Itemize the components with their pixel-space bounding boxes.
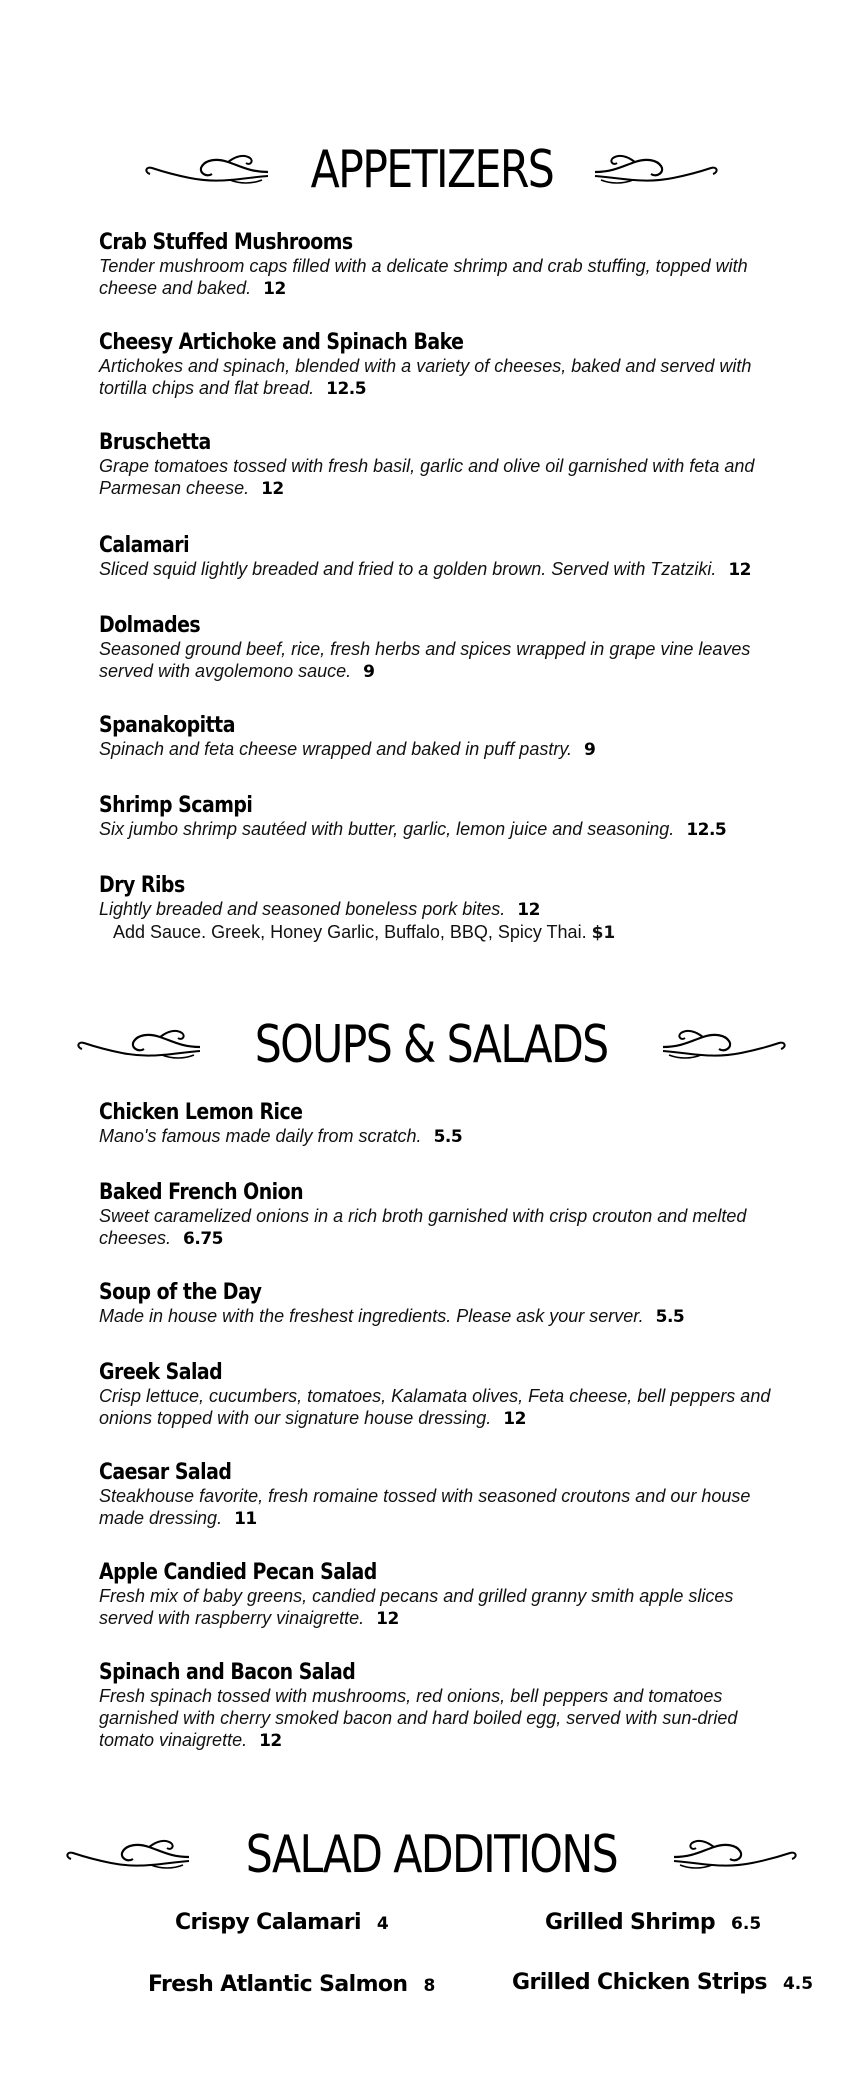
item-price: 6.75	[183, 1229, 223, 1249]
item-description: Fresh mix of baby greens, candied pecans and grilled granny smith apple slices served with raspberry vinaigrette. 12	[99, 1586, 734, 1629]
item-description: Steakhouse favorite, fresh romaine tossed with seasoned croutons and our house made dressing. 11	[99, 1486, 751, 1529]
addition-name: Grilled Chicken Strips	[512, 1970, 767, 1995]
item-price: 12	[261, 479, 284, 499]
item-description: Artichokes and spinach, blended with a variety of cheeses, baked and served with tortilla chips and flat bread. 12.5	[99, 356, 752, 399]
left-flourish-icon	[140, 148, 270, 192]
item-name: Spanakopitta	[99, 713, 235, 738]
addition-name: Fresh Atlantic Salmon	[148, 1972, 408, 1997]
item-name: Crab Stuffed Mushrooms	[99, 230, 353, 255]
menu-item	[99, 793, 779, 841]
left-flourish-icon	[61, 1833, 191, 1877]
item-description: Fresh spinach tossed with mushrooms, red onions, bell peppers and tomatoes garnished with cherry smoked bacon and hard boiled egg, served with sun-dried tomato vinaigrette. 12	[99, 1686, 738, 1751]
menu-item	[99, 1180, 779, 1250]
item-description: Grape tomatoes tossed with fresh basil, garlic and olive oil garnished with feta and Parmesan cheese. 12	[99, 456, 755, 499]
addition-price: 4	[376, 1914, 389, 1934]
section-title: SALAD ADDITIONS	[245, 1825, 618, 1885]
item-price: 5.5	[433, 1127, 463, 1147]
left-flourish-icon	[72, 1023, 202, 1067]
item-description: Tender mushroom caps filled with a delicate shrimp and crab stuffing, topped with cheese and baked. 12	[99, 256, 748, 299]
addition-name: Grilled Shrimp	[545, 1910, 716, 1935]
item-price: 5.5	[655, 1307, 685, 1327]
menu-item	[99, 230, 779, 300]
item-name: Soup of the Day	[99, 1280, 262, 1305]
soups-salads-header	[0, 1015, 863, 1075]
item-price: 12	[376, 1609, 399, 1629]
menu-item	[99, 1460, 779, 1530]
menu-item	[99, 873, 779, 944]
menu-item	[99, 613, 779, 683]
appetizers-header	[0, 140, 863, 200]
item-description: Lightly breaded and seasoned boneless pork bites. 12	[99, 899, 540, 920]
item-price: 12	[728, 560, 752, 580]
addition-price: 8	[423, 1976, 436, 1996]
item-price: 12.5	[686, 820, 727, 840]
menu-item	[99, 1560, 779, 1630]
item-price: 11	[234, 1509, 257, 1529]
right-flourish-icon	[593, 148, 723, 192]
item-name: Shrimp Scampi	[99, 793, 253, 818]
menu-item	[99, 713, 779, 761]
item-name: Dry Ribs	[99, 873, 185, 898]
item-price: 9	[363, 662, 375, 682]
item-description: Crisp lettuce, cucumbers, tomatoes, Kalamata olives, Feta cheese, bell peppers and onions topped with our signature house dressing. 12	[99, 1386, 771, 1429]
menu-item	[99, 1360, 779, 1430]
menu-item	[99, 430, 779, 500]
menu-item	[99, 1280, 779, 1328]
addition-price: 4.5	[782, 1974, 814, 1994]
extra-price: $1	[591, 923, 616, 943]
item-description: Mano's famous made daily from scratch. 5.5	[99, 1126, 463, 1147]
item-name: Baked French Onion	[99, 1180, 304, 1205]
item-description: Seasoned ground beef, rice, fresh herbs and spices wrapped in grape vine leaves served with avgolemono sauce. 9	[99, 639, 751, 682]
item-description: Spinach and feta cheese wrapped and baked in puff pastry. 9	[99, 739, 596, 760]
menu-item	[99, 330, 779, 400]
item-price: 12	[259, 1731, 282, 1751]
item-name: Dolmades	[99, 613, 201, 638]
item-name: Apple Candied Pecan Salad	[99, 1560, 377, 1585]
item-name: Bruschetta	[99, 430, 211, 455]
addition-item	[512, 1970, 813, 1995]
addition-name: Crispy Calamari	[175, 1910, 361, 1935]
section-title: APPETIZERS	[310, 140, 553, 200]
item-name: Greek Salad	[99, 1360, 223, 1385]
menu-item	[99, 1100, 779, 1148]
item-price: 12	[503, 1409, 526, 1429]
right-flourish-icon	[661, 1023, 791, 1067]
item-description: Sweet caramelized onions in a rich broth garnished with crisp crouton and melted cheeses. 6.75	[99, 1206, 747, 1249]
item-name: Spinach and Bacon Salad	[99, 1660, 356, 1685]
item-extra: Add Sauce. Greek, Honey Garlic, Buffalo, BBQ, Spicy Thai. $1	[113, 922, 616, 943]
item-price: 12.5	[326, 379, 367, 399]
addition-item	[148, 1972, 435, 1997]
salad-additions-header	[0, 1825, 863, 1885]
item-price: 12	[517, 900, 540, 920]
item-name: Chicken Lemon Rice	[99, 1100, 303, 1125]
item-price: 9	[584, 740, 596, 760]
addition-item	[175, 1910, 389, 1935]
section-title: SOUPS & SALADS	[255, 1015, 608, 1075]
menu-item	[99, 533, 779, 581]
addition-item	[545, 1910, 761, 1935]
menu-item	[99, 1660, 779, 1752]
right-flourish-icon	[672, 1833, 802, 1877]
item-description: Made in house with the freshest ingredients. Please ask your server. 5.5	[99, 1306, 685, 1327]
item-name: Cheesy Artichoke and Spinach Bake	[99, 330, 464, 355]
addition-price: 6.5	[731, 1914, 762, 1934]
item-price: 12	[263, 279, 286, 299]
item-description: Six jumbo shrimp sautéed with butter, garlic, lemon juice and seasoning. 12.5	[99, 819, 727, 840]
item-description: Sliced squid lightly breaded and fried to a golden brown. Served with Tzatziki. 12	[99, 559, 752, 580]
item-name: Caesar Salad	[99, 1460, 232, 1485]
item-name: Calamari	[99, 533, 190, 558]
